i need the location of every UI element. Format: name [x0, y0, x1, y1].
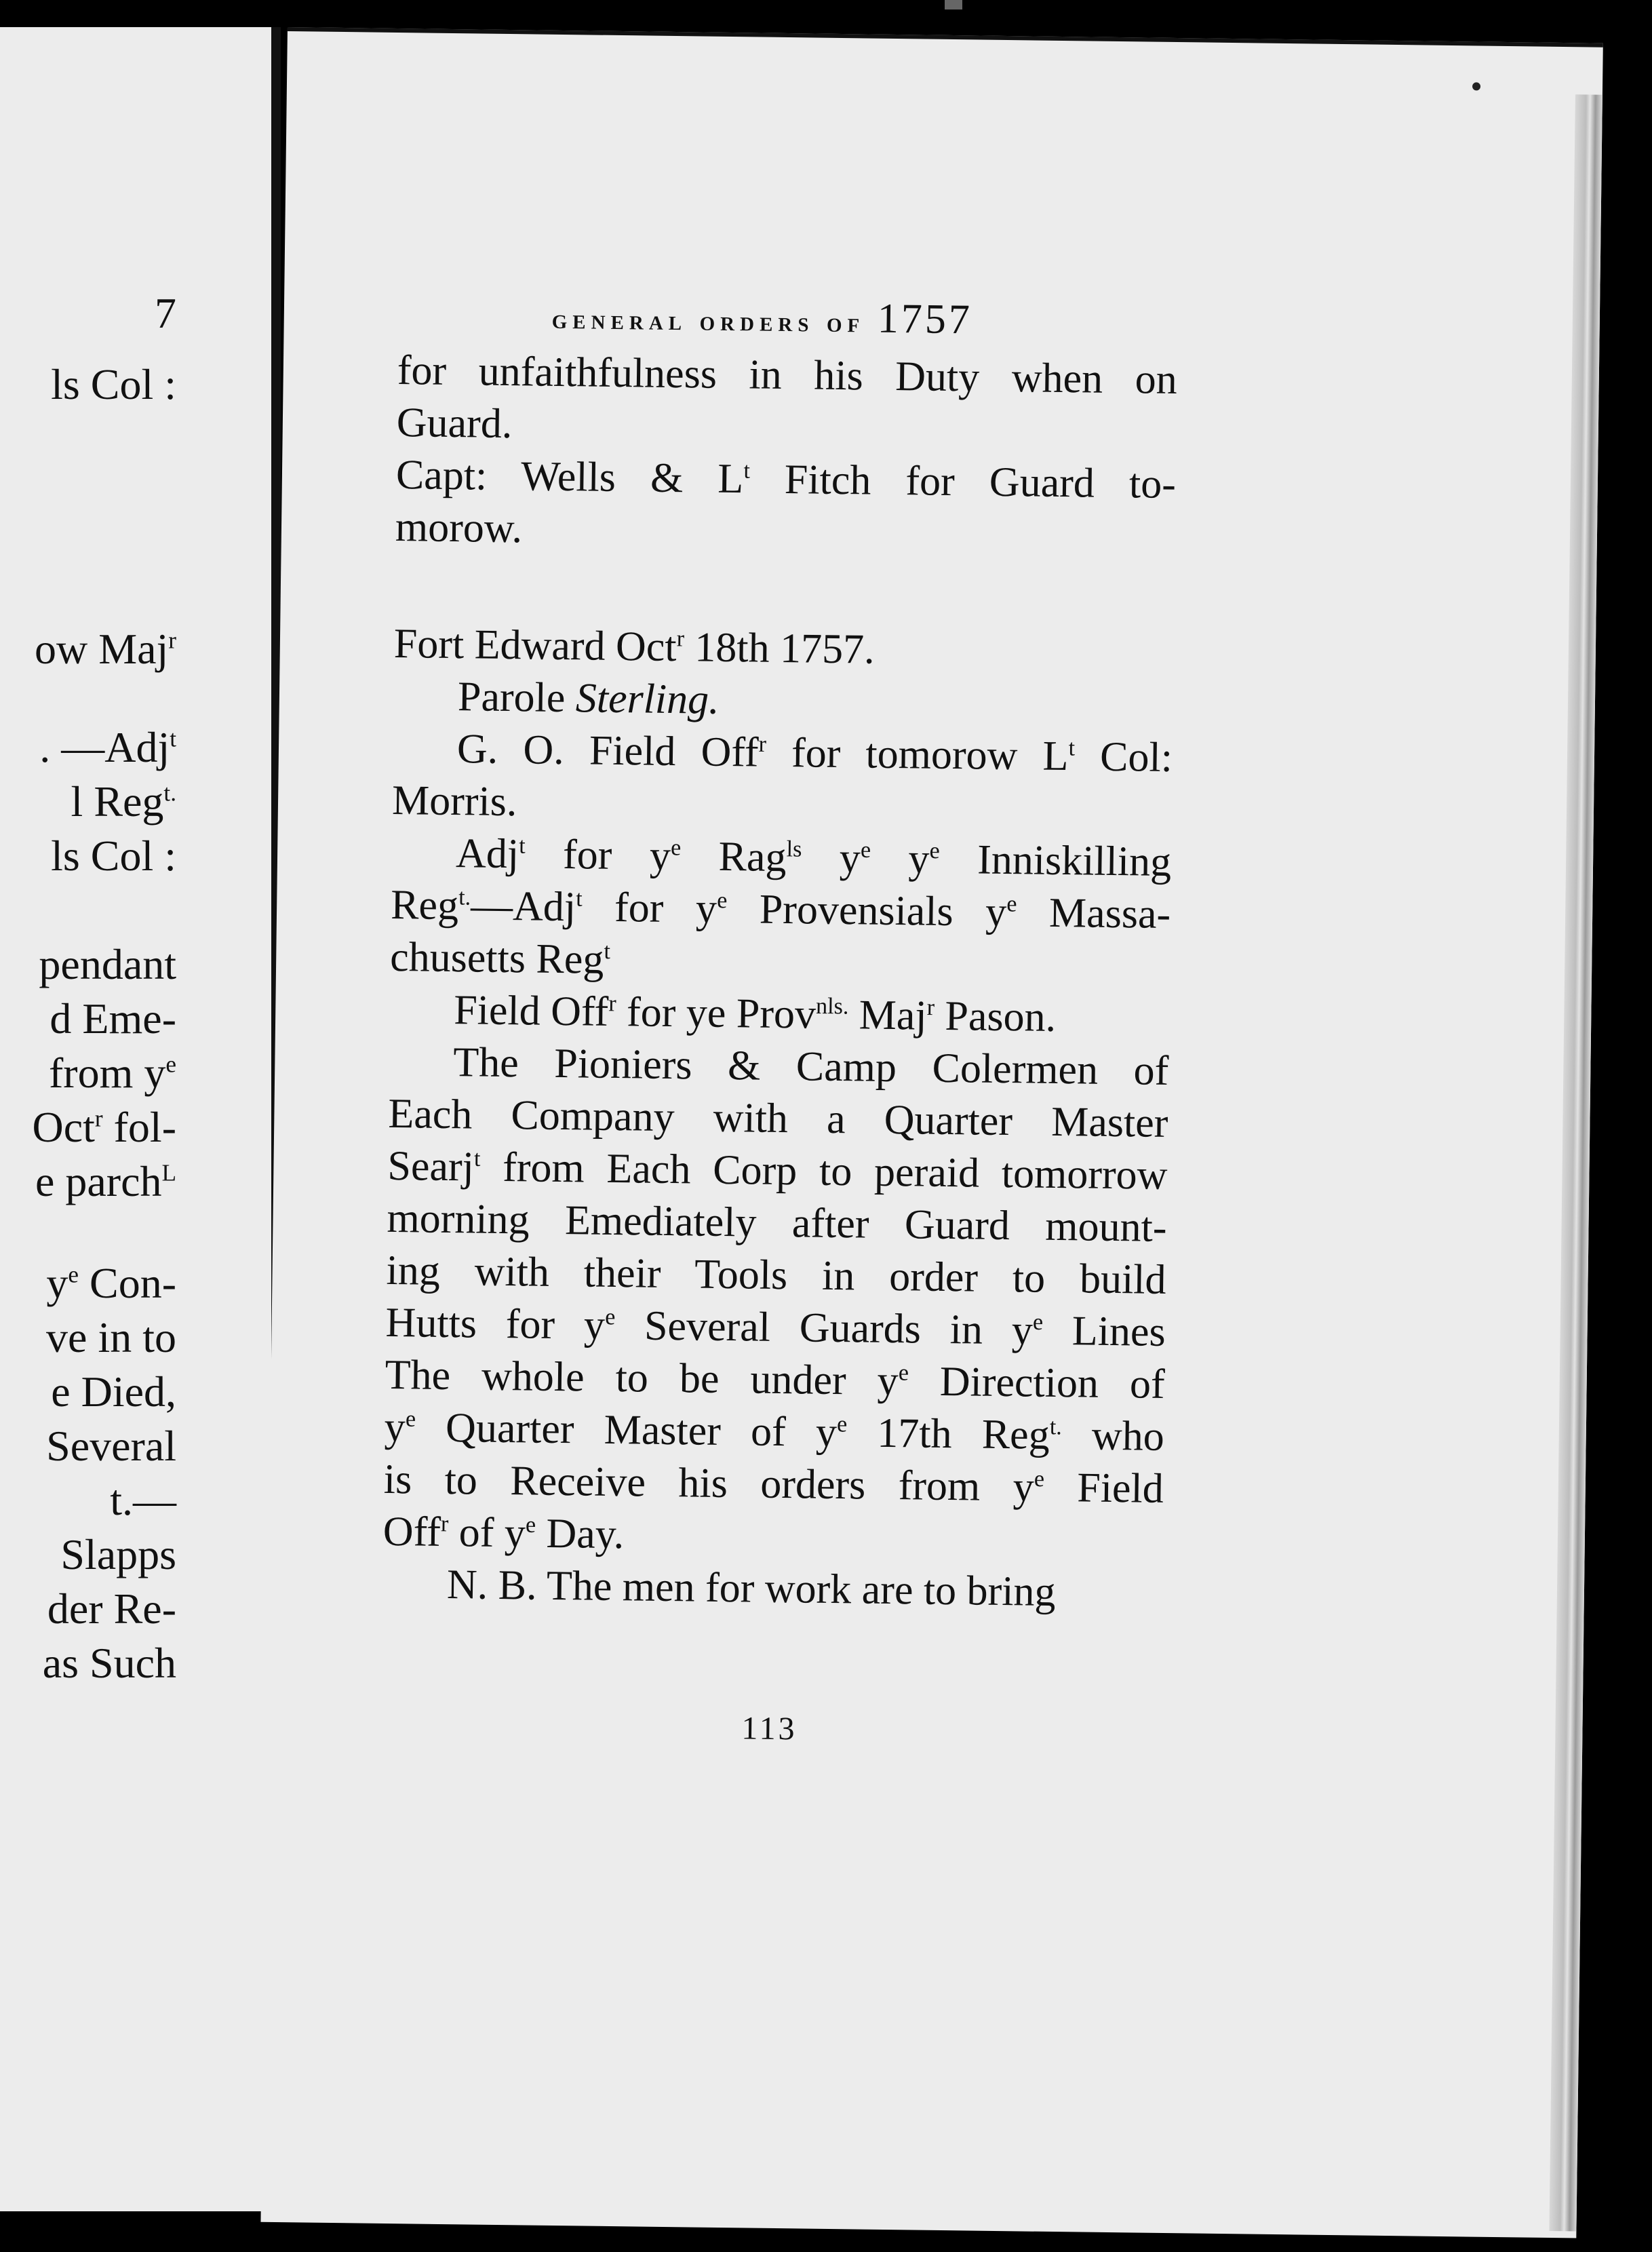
- right-page: [260, 27, 1602, 2238]
- text-line: ing with their Tools in order to build: [386, 1247, 1166, 1303]
- left-page: [0, 27, 281, 2211]
- paragraph-gap: [394, 554, 1175, 627]
- running-header: [551, 291, 972, 345]
- left-page-line: e Died,: [51, 1367, 176, 1416]
- page-edge: [1549, 94, 1602, 2231]
- page-number: 113: [741, 1710, 798, 1747]
- left-page-line: Slapps: [60, 1530, 176, 1578]
- text-line: Hutts for $y^e$ Several Guards in $y^e$ Lines: [385, 1299, 1166, 1355]
- text-line: G. O. Field Off$^r$ for tomorow $L^t$ Col:: [456, 726, 1173, 781]
- left-page-line: pendant: [39, 940, 176, 988]
- text-line: morning Emediately after Guard mount-: [387, 1195, 1167, 1251]
- left-page-line: l Reg$^{t.}$: [71, 777, 176, 826]
- left-page-line: t.—: [110, 1476, 176, 1524]
- text-line: morow.: [395, 504, 523, 552]
- text-line: Capt: Wells & $L^t$ Fitch for Guard to-: [395, 452, 1177, 508]
- left-page-line: der Re-: [47, 1585, 176, 1633]
- left-page-line: as Such: [42, 1639, 176, 1687]
- left-page-line: Several: [46, 1422, 176, 1470]
- nb-line: N. B. The men for work are to bring: [446, 1561, 1056, 1616]
- left-page-line: 7: [155, 289, 176, 337]
- text-line: is to Receive his orders from $y^e$ Field: [383, 1456, 1164, 1512]
- body-text: [382, 345, 1177, 1620]
- left-page-line: ls Col :: [51, 360, 176, 408]
- left-page-line: Oct$^r$ fol-: [32, 1103, 176, 1151]
- left-page-line: e parch$^L$: [35, 1157, 176, 1205]
- text-line: Reg$^{t.}$—Adj$^t$ for $y^e$ Provensials $y^e$ Massa-: [390, 881, 1171, 938]
- left-page-line: d Eme-: [50, 994, 176, 1043]
- text-line: for unfaithfulness in his Duty when on: [397, 347, 1178, 404]
- left-page-line: . —Adj$^t$: [39, 723, 176, 771]
- text-line: The Pioniers & Camp Colermen of: [452, 1039, 1169, 1094]
- left-page-text: [0, 27, 176, 2211]
- parole-line: Parole Sterling.: [457, 674, 720, 723]
- text-line: $y^e$ Quarter Master of $y^e$ 17th Reg$^{t.}$ who: [384, 1403, 1165, 1460]
- text-line: The whole to be under $y^e$ Direction of: [385, 1351, 1166, 1408]
- left-page-line: ls Col :: [51, 832, 176, 880]
- ink-dot: [1472, 82, 1480, 90]
- running-year: 1757: [877, 295, 973, 343]
- left-page-line: $y^e$ Con-: [46, 1259, 176, 1307]
- text-line: Morris.: [391, 777, 517, 826]
- text-line: chusetts Reg$^t$: [389, 933, 611, 983]
- date-line: Fort Edward Oct$^r$ 18th 1757.: [393, 620, 876, 673]
- running-title: general orders of: [551, 303, 865, 339]
- text-line: Adj$^t$ for $y^e$ Rag$^{ls}$ $y^e$ $y^e$ Inniskilling: [455, 830, 1172, 886]
- left-page-line: ve in to: [46, 1313, 176, 1361]
- text-line: Each Company with a Quarter Master: [388, 1090, 1168, 1146]
- text-line: Searj$^t$ from Each Corp to peraid tomorrow: [387, 1142, 1168, 1199]
- text-line: Off$^r$ of $y^e$ Day.: [382, 1508, 625, 1558]
- text-line: Field Off$^r$ for ye Prov$^{nls.}$ Maj$^r$ Pason.: [453, 987, 1057, 1041]
- top-mark: [945, 0, 962, 9]
- text-line: Guard.: [396, 400, 513, 448]
- left-page-line: ow Maj$^r$: [34, 625, 176, 673]
- left-page-line: from $y^e$: [48, 1049, 176, 1097]
